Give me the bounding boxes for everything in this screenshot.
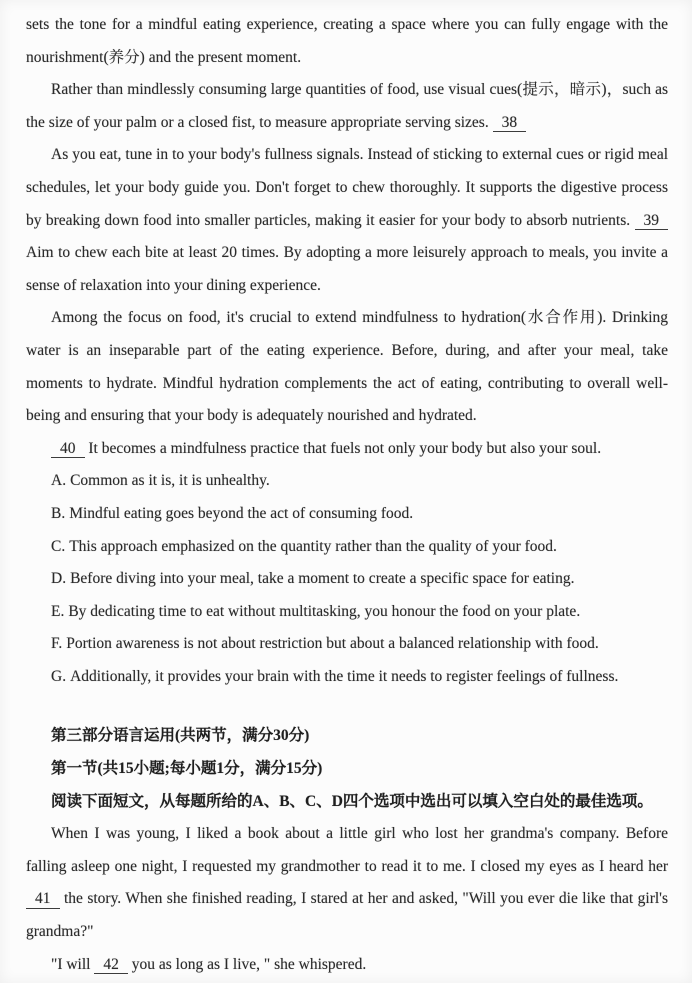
paragraph-text: When I was young, I liked a book about a little girl who lost her grandma's company. Before falling asleep one night, I requested my grandmother to read it to me. I closed my eyes as I heard her: [26, 825, 668, 875]
paragraph-text: As you eat, tune in to your body's fullness signals. Instead of sticking to external cues or rigid meal schedules, let your body guide you. Don't forget to chew thoroughly. It supports the digestive process by breaking down food into smaller particles, making it easier for your body to absorb nutrients.: [26, 146, 668, 229]
blank-38: 38: [493, 115, 527, 132]
option-text: This approach emphasized on the quantity rather than the quality of your food.: [69, 537, 557, 555]
option-b: [26, 498, 668, 531]
option-g: [26, 661, 668, 694]
blank-40: 40: [51, 441, 85, 458]
option-label: C.: [51, 537, 66, 555]
option-text: By dedicating time to eat without multitasking, you honour the food on your plate.: [68, 602, 581, 620]
option-c: [26, 531, 668, 564]
option-text: Common as it is, it is unhealthy.: [70, 472, 270, 490]
passage-paragraph: [26, 433, 668, 466]
section3-instruction: 阅读下面短文，从每题所给的A、B、C、D四个选项中选出可以填入空白处的最佳选项。: [51, 792, 653, 810]
option-f: [26, 628, 668, 661]
blank-41: 41: [26, 891, 60, 908]
cloze-paragraph: [26, 818, 668, 948]
section3-heading: 第三部分语言运用(共两节，满分30分): [51, 727, 310, 745]
option-text: Additionally, it provides your brain with the time it needs to register feelings of fullness.: [70, 667, 619, 685]
option-label: G.: [51, 667, 67, 685]
option-text: Mindful eating goes beyond the act of consuming food.: [69, 504, 414, 522]
paragraph-text: Rather than mindlessly consuming large quantities of food, use visual cues(提示，暗示)，such as the size of your palm or a closed fist, to measure appropriate serving sizes.: [26, 81, 668, 131]
option-label: D.: [51, 570, 67, 588]
option-a: [26, 465, 668, 498]
cloze-paragraph: [26, 949, 668, 982]
option-label: E.: [51, 602, 65, 620]
option-e: [26, 596, 668, 629]
option-list: [26, 465, 668, 693]
paragraph-text: "I will: [51, 955, 95, 973]
passage-paragraph: [26, 74, 668, 139]
option-text: Portion awareness is not about restriction but about a balanced relationship with food.: [66, 635, 599, 653]
section3-subheading: 第一节(共15小题;每小题1分，满分15分): [51, 760, 323, 778]
passage-paragraph: [26, 139, 668, 302]
passage-paragraph: Among the focus on food, it's crucial to extend mindfulness to hydration(水合作用). Drinking water is an inseparable part of the eating experience. Before, during, and after your meal, take moments to hydrate. Mindful hydration complements the act of eating, contributing to overall well-being and ensuring that your body is adequately nourished and hydrated.: [26, 309, 668, 425]
paragraph-text: Aim to chew each bite at least 20 times. By adopting a more leisurely approach to meals, you invite a sense of relaxation into your dining experience.: [26, 244, 668, 294]
paragraph-text: the story. When she finished reading, I stared at her and asked, "Will you ever die like that girl's grandma?": [26, 890, 668, 941]
option-label: A.: [51, 472, 67, 490]
option-text: Before diving into your meal, take a moment to create a specific space for eating.: [70, 570, 575, 588]
option-d: [26, 563, 668, 596]
section-divider-space: [26, 693, 668, 720]
paragraph-text: you as long as I live, " she whispered.: [127, 955, 367, 973]
passage-paragraph-continuation: sets the tone for a mindful eating experience, creating a space where you can fully engage with the nourishment(养分) and the present moment.: [26, 16, 668, 66]
blank-42: 42: [94, 957, 128, 974]
option-label: F.: [51, 635, 63, 653]
option-label: B.: [51, 504, 66, 522]
paragraph-text: It becomes a mindfulness practice that fuels not only your body but also your soul.: [84, 439, 602, 457]
blank-39: 39: [635, 213, 669, 230]
